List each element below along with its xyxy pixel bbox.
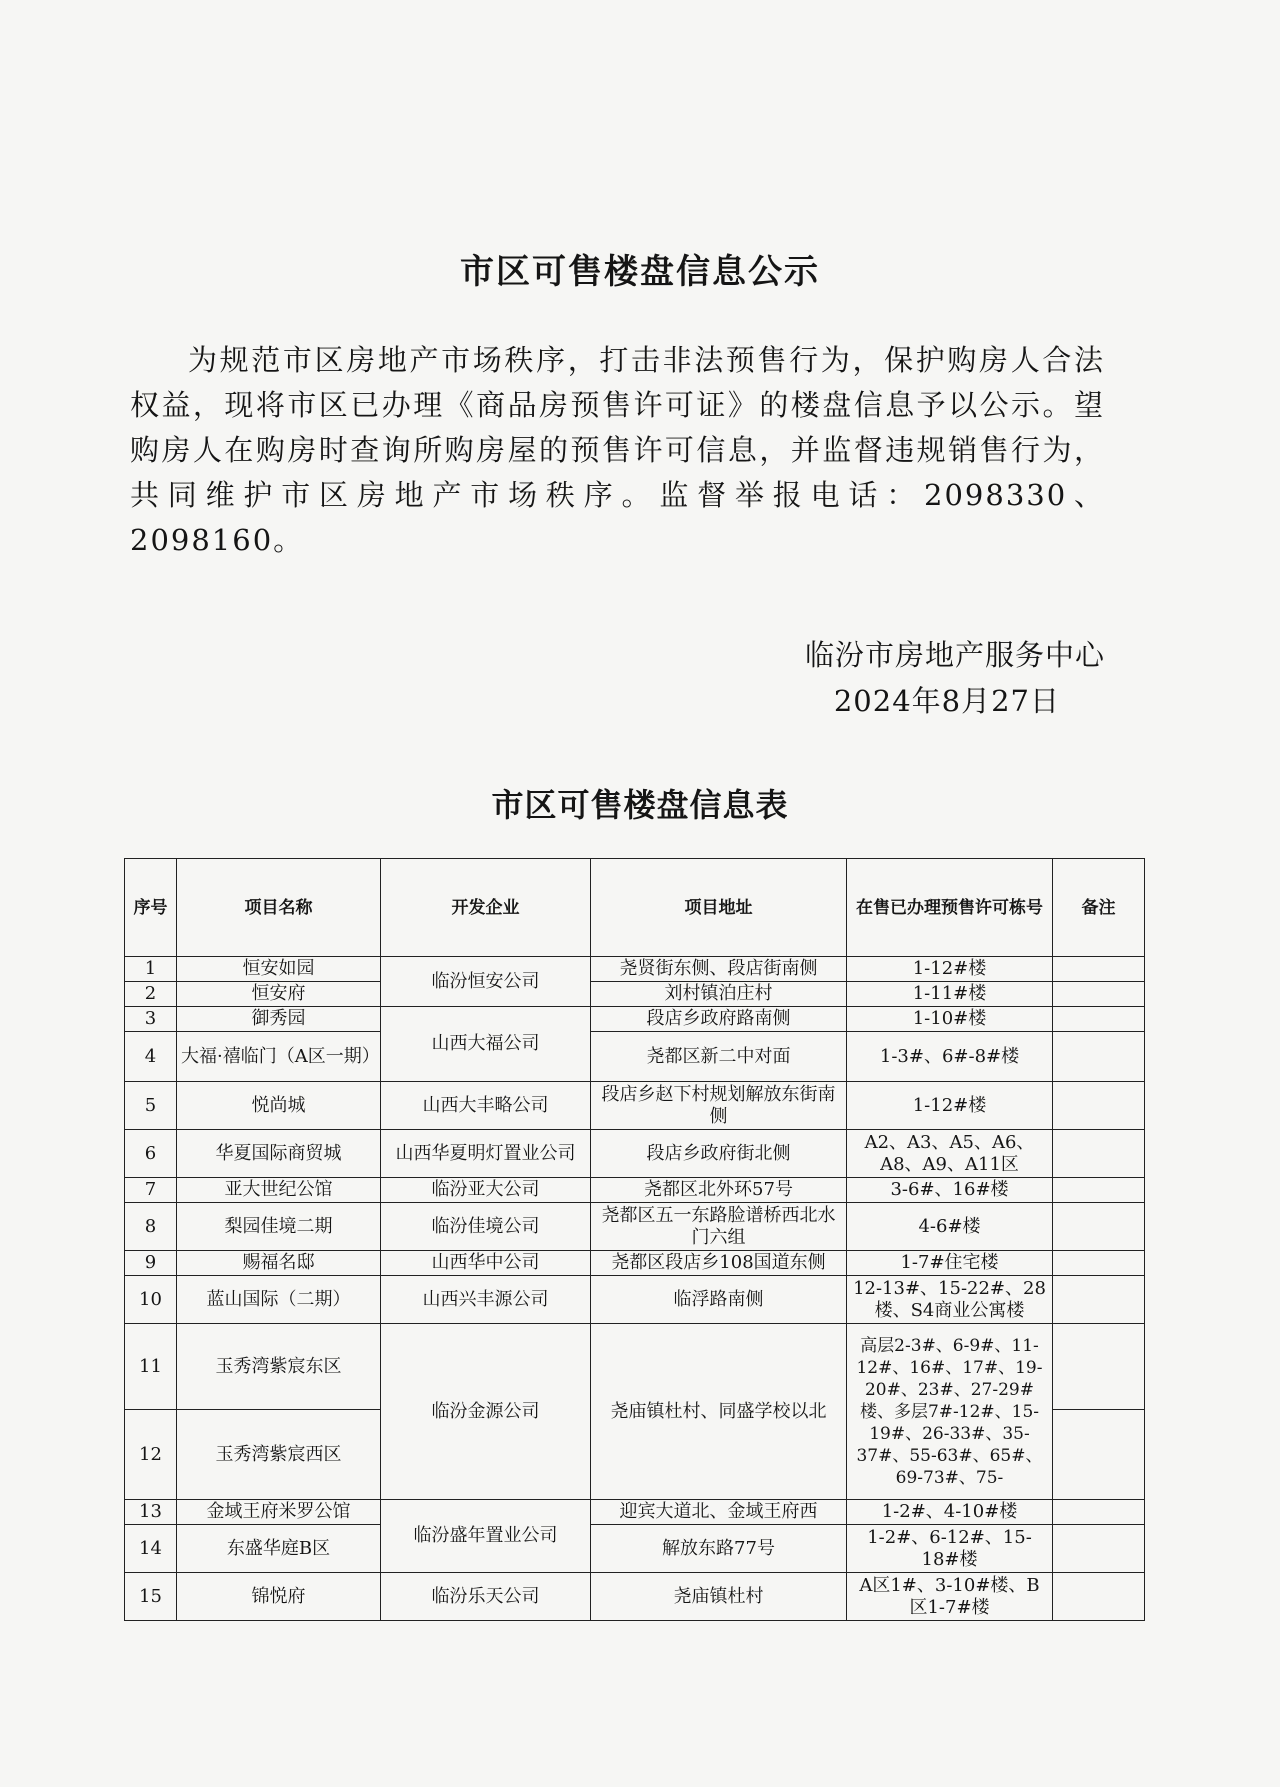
cell-name: 梨园佳境二期 [177,1203,381,1251]
table-row [125,957,1145,982]
cell-address: 尧都区五一东路脸谱桥西北水门六组 [591,1203,847,1251]
cell-buildings: 1-2#、6-12#、15-18#楼 [847,1525,1053,1573]
table-row [125,1525,1145,1573]
cell-no: 9 [125,1251,177,1276]
table-title: 市区可售楼盘信息表 [491,786,789,824]
cell-developer: 临汾亚大公司 [381,1178,591,1203]
cell-developer: 山西华夏明灯置业公司 [381,1130,591,1178]
cell-developer: 临汾金源公司 [381,1324,591,1500]
cell-address: 段店乡政府路南侧 [591,1007,847,1032]
header-developer: 开发企业 [381,859,591,957]
cell-note [1053,982,1145,1007]
table-row [125,1276,1145,1324]
cell-address: 刘村镇泊庄村 [591,982,847,1007]
table-row [125,1082,1145,1130]
cell-buildings: A2、A3、A5、A6、A8、A9、A11区 [847,1130,1053,1178]
cell-name: 锦悦府 [177,1573,381,1621]
cell-address: 尧贤街东侧、段店街南侧 [591,957,847,982]
table-row [125,1032,1145,1082]
cell-note [1053,957,1145,982]
header-note: 备注 [1053,859,1145,957]
cell-no: 13 [125,1500,177,1525]
issuer-name: 临汾市房地产服务中心 [804,638,1105,672]
table-header-row [125,859,1145,957]
property-info-table [124,858,1145,1621]
cell-developer: 山西华中公司 [381,1251,591,1276]
cell-name: 玉秀湾紫宸东区 [177,1324,381,1410]
cell-buildings: 1-12#楼 [847,957,1053,982]
cell-no: 12 [125,1410,177,1500]
cell-no: 14 [125,1525,177,1573]
cell-note [1053,1525,1145,1573]
cell-no: 3 [125,1007,177,1032]
table-row [125,1500,1145,1525]
cell-buildings: 1-12#楼 [847,1082,1053,1130]
table-row [125,1324,1145,1410]
cell-buildings: 1-11#楼 [847,982,1053,1007]
cell-note [1053,1032,1145,1082]
cell-note [1053,1203,1145,1251]
cell-no: 6 [125,1130,177,1178]
cell-address: 段店乡赵下村规划解放东街南侧 [591,1082,847,1130]
cell-address: 尧庙镇杜村 [591,1573,847,1621]
cell-no: 5 [125,1082,177,1130]
cell-note [1053,1573,1145,1621]
table-row [125,1251,1145,1276]
page-title: 市区可售楼盘信息公示 [460,252,820,292]
header-no: 序号 [125,859,177,957]
cell-developer: 山西兴丰源公司 [381,1276,591,1324]
table-row [125,1178,1145,1203]
cell-address: 段店乡政府街北侧 [591,1130,847,1178]
cell-name: 金域王府米罗公馆 [177,1500,381,1525]
cell-no: 1 [125,957,177,982]
cell-developer: 山西大丰略公司 [381,1082,591,1130]
notice-paragraph: 为规范市区房地产市场秩序，打击非法预售行为，保护购房人合法权益，现将市区已办理《商品房预售许可证》的楼盘信息予以公示。望购房人在购房时查询所购房屋的预售许可信息，并监督违规销售行为，共同维护市区房地产市场秩序。监督举报电话：2098330、2098160。 [130,343,1105,557]
table-row [125,982,1145,1007]
cell-note [1053,1410,1145,1500]
cell-no: 4 [125,1032,177,1082]
cell-buildings: 1-2#、4-10#楼 [847,1500,1053,1525]
cell-name: 恒安府 [177,982,381,1007]
cell-buildings: 高层2-3#、6-9#、11-12#、16#、17#、19-20#、23#、27-29#楼、多层7#-12#、15-19#、26-33#、35-37#、55-63#、65#、69-73#、75- [847,1324,1053,1500]
cell-name: 赐福名邸 [177,1251,381,1276]
cell-address: 尧都区北外环57号 [591,1178,847,1203]
cell-address: 迎宾大道北、金域王府西 [591,1500,847,1525]
cell-name: 亚大世纪公馆 [177,1178,381,1203]
cell-developer: 临汾盛年置业公司 [381,1500,591,1573]
cell-name: 玉秀湾紫宸西区 [177,1410,381,1500]
cell-name: 恒安如园 [177,957,381,982]
cell-note [1053,1251,1145,1276]
cell-note [1053,1276,1145,1324]
cell-address: 尧都区新二中对面 [591,1032,847,1082]
cell-note [1053,1178,1145,1203]
cell-address: 临浮路南侧 [591,1276,847,1324]
cell-buildings: 1-7#住宅楼 [847,1251,1053,1276]
signature-block [805,632,1105,724]
cell-note [1053,1500,1145,1525]
cell-buildings: 12-13#、15-22#、28楼、S4商业公寓楼 [847,1276,1053,1324]
table-row [125,1203,1145,1251]
cell-name: 华夏国际商贸城 [177,1130,381,1178]
cell-note [1053,1324,1145,1410]
cell-name: 御秀园 [177,1007,381,1032]
cell-buildings: 3-6#、16#楼 [847,1178,1053,1203]
cell-buildings: 4-6#楼 [847,1203,1053,1251]
cell-developer: 山西大福公司 [381,1007,591,1082]
cell-developer: 临汾恒安公司 [381,957,591,1007]
cell-buildings: 1-10#楼 [847,1007,1053,1032]
cell-buildings: 1-3#、6#-8#楼 [847,1032,1053,1082]
cell-note [1053,1082,1145,1130]
cell-note [1053,1007,1145,1032]
table-row [125,1130,1145,1178]
cell-no: 11 [125,1324,177,1410]
cell-address: 尧庙镇杜村、同盛学校以北 [591,1324,847,1500]
cell-developer: 临汾乐天公司 [381,1573,591,1621]
cell-no: 8 [125,1203,177,1251]
cell-no: 2 [125,982,177,1007]
cell-address: 尧都区段店乡108国道东侧 [591,1251,847,1276]
table-row [125,1007,1145,1032]
cell-no: 15 [125,1573,177,1621]
header-project-name: 项目名称 [177,859,381,957]
header-buildings: 在售已办理预售许可栋号 [847,859,1053,957]
cell-name: 蓝山国际（二期） [177,1276,381,1324]
table-row [125,1573,1145,1621]
cell-address: 解放东路77号 [591,1525,847,1573]
cell-name: 东盛华庭B区 [177,1525,381,1573]
cell-developer: 临汾佳境公司 [381,1203,591,1251]
cell-no: 7 [125,1178,177,1203]
cell-name: 大福·禧临门（A区一期） [177,1032,381,1082]
cell-note [1053,1130,1145,1178]
cell-name: 悦尚城 [177,1082,381,1130]
issue-date: 2024年8月27日 [833,684,1060,718]
cell-buildings: A区1#、3-10#楼、B区1-7#楼 [847,1573,1053,1621]
header-address: 项目地址 [591,859,847,957]
cell-no: 10 [125,1276,177,1324]
